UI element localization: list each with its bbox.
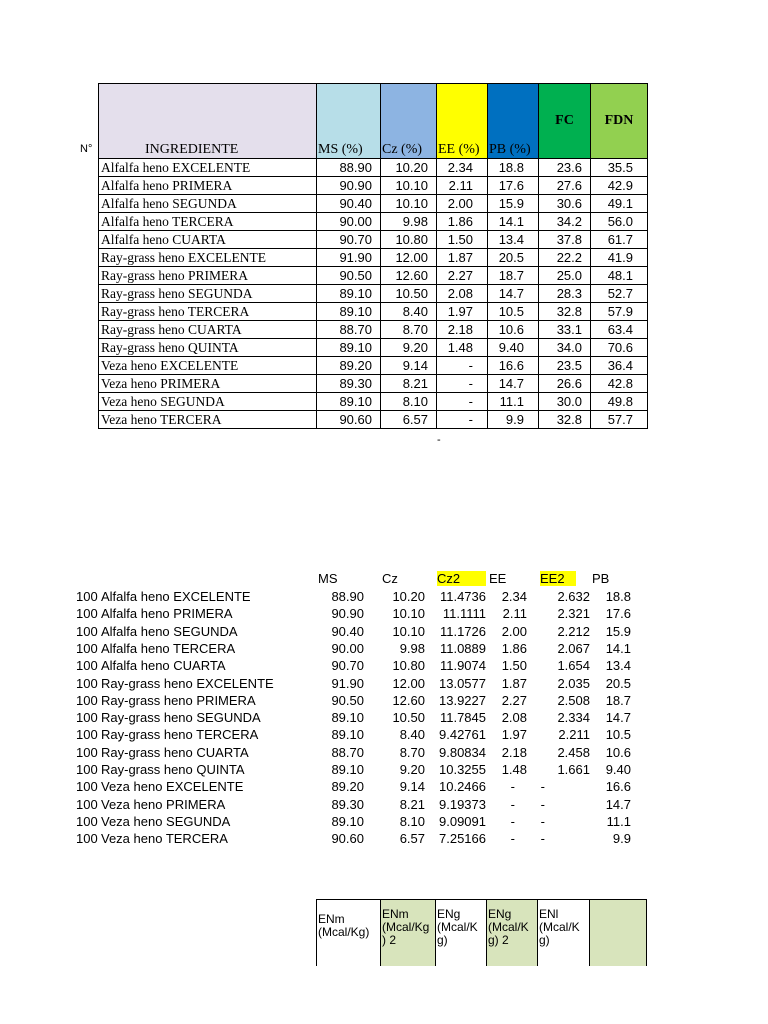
cell-cz: 6.57	[399, 831, 425, 847]
header-eng: ENg (Mcal/K g)	[436, 900, 487, 967]
cell-n: 100	[76, 710, 98, 726]
cell-ms: 90.60	[331, 831, 364, 847]
table-row	[99, 231, 648, 249]
cell-ingrediente: Ray-grass heno SEGUNDA	[99, 285, 317, 303]
cell-ee: -	[437, 393, 488, 411]
cell-n: 100	[76, 813, 98, 829]
cell-cz: 8.21	[381, 375, 437, 393]
cell-cz: 8.40	[399, 727, 425, 743]
table-row	[99, 321, 648, 339]
cell-cz: 10.10	[381, 195, 437, 213]
cell-cz: 9.98	[399, 640, 425, 656]
table-row	[0, 641, 768, 658]
cell-ingrediente: Ray-grass heno QUINTA	[99, 339, 317, 357]
cell-ingrediente: Ray-grass heno CUARTA	[99, 321, 317, 339]
cell-ee2: -	[540, 796, 545, 812]
cell-cz2: 9.09091	[439, 813, 486, 829]
table-row	[0, 762, 768, 779]
cell-fdn: 42.9	[591, 177, 648, 195]
cell-ee: 1.86	[437, 213, 488, 231]
header-ee: EE (%)	[437, 84, 488, 159]
cell-n: 100	[76, 623, 98, 639]
cell-ingrediente: Ray-grass heno EXCELENTE	[101, 675, 274, 691]
cell-ingrediente: Veza heno TERCERA	[99, 411, 317, 429]
cell-cz: 10.10	[392, 606, 425, 622]
cell-ingrediente: Ray-grass heno EXCELENTE	[99, 249, 317, 267]
cell-pb: 16.6	[488, 357, 539, 375]
cell-ee: -	[510, 813, 515, 829]
cell-fdn: 49.1	[591, 195, 648, 213]
cell-ms: 88.70	[331, 744, 364, 760]
cell-n: 100	[76, 606, 98, 622]
table-row	[99, 213, 648, 231]
cell-ee2: 2.321	[557, 606, 590, 622]
cell-ms: 88.90	[317, 159, 381, 177]
cell-pb: 18.7	[488, 267, 539, 285]
cell-ee: 1.87	[501, 675, 527, 691]
cell-cz: 10.50	[381, 285, 437, 303]
cell-cz2: 11.9074	[439, 658, 486, 674]
cell-fc: 32.8	[539, 303, 591, 321]
cell-cz2: 11.0889	[439, 640, 486, 656]
cell-ee: 1.50	[501, 658, 527, 674]
cell-n: 100	[76, 796, 98, 812]
cell-ms: 89.10	[317, 393, 381, 411]
table-row	[99, 357, 648, 375]
cell-n: 100	[76, 831, 98, 847]
header-ms: MS (%)	[317, 84, 381, 159]
cell-pb: 14.7	[488, 375, 539, 393]
cell-fc: 34.2	[539, 213, 591, 231]
cell-cz: 10.20	[381, 159, 437, 177]
cell-ee2: -	[540, 831, 545, 847]
cell-ingrediente: Ray-grass heno SEGUNDA	[101, 710, 261, 726]
cell-ee: 2.08	[437, 285, 488, 303]
cell-ms: 89.10	[331, 762, 364, 777]
cell-fdn: 63.4	[591, 321, 648, 339]
cell-pb: 14.7	[605, 796, 631, 812]
cell-cz: 12.60	[381, 267, 437, 285]
cell-fc: 27.6	[539, 177, 591, 195]
cell-pb: 13.4	[605, 658, 631, 674]
cell-n: 100	[76, 640, 98, 656]
cell-ms: 90.40	[317, 195, 381, 213]
table-row	[99, 267, 648, 285]
cell-pb: 16.6	[605, 779, 631, 795]
cell-ingrediente: Veza heno SEGUNDA	[99, 393, 317, 411]
cell-ingrediente: Alfalfa heno PRIMERA	[99, 177, 317, 195]
cell-fc: 26.6	[539, 375, 591, 393]
cell-ee: -	[437, 375, 488, 393]
table-row	[99, 285, 648, 303]
cell-ingrediente: Ray-grass heno PRIMERA	[99, 267, 317, 285]
cell-fdn: 57.9	[591, 303, 648, 321]
cell-cz2: 7.25166	[439, 831, 486, 847]
cell-ee2: 2.067	[557, 640, 590, 656]
cell-pb: 17.6	[605, 606, 631, 622]
cell-n: 100	[76, 779, 98, 795]
cell-ms: 90.70	[317, 231, 381, 249]
cell-fc: 37.8	[539, 231, 591, 249]
cell-ms: 89.10	[331, 813, 364, 829]
cell-ms: 89.10	[317, 285, 381, 303]
cell-pb: 9.40	[605, 762, 631, 777]
cell-pb: 15.9	[488, 195, 539, 213]
cell-ee: -	[437, 411, 488, 429]
cell-fdn: 49.8	[591, 393, 648, 411]
cell-cz: 10.80	[381, 231, 437, 249]
cell-ee2: 2.211	[558, 727, 590, 743]
cell-cz2: 10.3255	[439, 762, 486, 777]
cell-ee: 1.50	[437, 231, 488, 249]
cell-n: 100	[76, 589, 98, 604]
cell-pb: 10.6	[488, 321, 539, 339]
table-row	[0, 676, 768, 693]
cell-ms: 89.10	[331, 710, 364, 726]
cell-pb: 14.1	[605, 640, 631, 656]
cell-ingrediente: Alfalfa heno PRIMERA	[101, 606, 233, 622]
cell-cz2: 9.19373	[439, 796, 486, 812]
cell-cz: 12.60	[392, 692, 425, 708]
cell-cz2: 13.0577	[439, 675, 486, 691]
cell-ee2: 2.458	[557, 744, 590, 760]
cell-cz: 12.00	[392, 675, 425, 691]
cell-pb: 10.6	[605, 744, 631, 760]
computed-values-table	[0, 571, 768, 851]
cell-cz: 9.14	[381, 357, 437, 375]
cell-fc: 33.1	[539, 321, 591, 339]
header-enl: ENl (Mcal/K g)	[538, 900, 590, 967]
cell-ms: 89.30	[331, 796, 364, 812]
header-pb: PB	[592, 571, 610, 586]
cell-n: 100	[76, 658, 98, 674]
cell-fdn: 56.0	[591, 213, 648, 231]
header-ee2: EE2	[540, 571, 576, 586]
cell-ingrediente: Alfalfa heno CUARTA	[101, 658, 226, 674]
cell-pb: 11.1	[488, 393, 539, 411]
cell-cz: 10.80	[392, 658, 425, 674]
cell-ms: 88.70	[317, 321, 381, 339]
cell-ee: 1.86	[501, 640, 527, 656]
cell-ee: 2.34	[501, 589, 527, 604]
cell-pb: 14.7	[605, 710, 631, 726]
header-ee: EE	[489, 571, 507, 586]
cell-ingrediente: Alfalfa heno CUARTA	[99, 231, 317, 249]
cell-pb: 18.8	[605, 589, 631, 604]
energy-header-table	[316, 899, 647, 966]
cell-pb: 13.4	[488, 231, 539, 249]
table-row	[0, 797, 768, 814]
table-row	[99, 159, 648, 177]
cell-fdn: 42.8	[591, 375, 648, 393]
cell-ingrediente: Veza heno EXCELENTE	[101, 779, 244, 795]
cell-n: 100	[76, 727, 98, 743]
cell-ee: 1.48	[501, 762, 527, 777]
header-eng-2: ENg (Mcal/K g) 2	[487, 900, 538, 967]
cell-ingrediente: Alfalfa heno SEGUNDA	[99, 195, 317, 213]
table-row	[0, 624, 768, 641]
cell-pb: 15.9	[605, 623, 631, 639]
cell-cz: 10.10	[381, 177, 437, 195]
cell-ee: 2.27	[501, 692, 527, 708]
cell-ee2: -	[540, 813, 545, 829]
header-cz2: Cz2	[437, 571, 486, 586]
cell-cz: 8.70	[381, 321, 437, 339]
cell-ee: -	[510, 796, 515, 812]
cell-ee: 2.18	[501, 744, 527, 760]
table-row	[99, 375, 648, 393]
cell-cz2: 11.4736	[439, 589, 486, 604]
cell-ingrediente: Ray-grass heno QUINTA	[101, 762, 245, 777]
cell-fc: 28.3	[539, 285, 591, 303]
table-row	[0, 779, 768, 796]
cell-fc: 22.2	[539, 249, 591, 267]
cell-cz: 8.40	[381, 303, 437, 321]
cell-ingrediente: Veza heno EXCELENTE	[99, 357, 317, 375]
cell-ms: 90.90	[331, 606, 364, 622]
cell-cz2: 11.1111	[442, 606, 486, 622]
cell-pb: 18.7	[605, 692, 631, 708]
cell-cz: 10.10	[392, 623, 425, 639]
cell-cz: 9.14	[399, 779, 425, 795]
cell-fc: 23.5	[539, 357, 591, 375]
cell-ee: 1.87	[437, 249, 488, 267]
cell-fdn: 48.1	[591, 267, 648, 285]
cell-pb: 20.5	[488, 249, 539, 267]
cell-cz2: 9.42761	[439, 727, 486, 743]
cell-cz: 8.10	[381, 393, 437, 411]
table-row	[99, 339, 648, 357]
cell-ee: 1.97	[501, 727, 527, 743]
cell-ee: -	[510, 779, 515, 795]
table-row	[0, 589, 768, 606]
cell-ms: 89.10	[317, 303, 381, 321]
cell-n: 100	[76, 692, 98, 708]
cell-ingrediente: Alfalfa heno SEGUNDA	[101, 623, 238, 639]
cell-fdn: 61.7	[591, 231, 648, 249]
cell-cz: 8.70	[399, 744, 425, 760]
cell-ms: 90.00	[317, 213, 381, 231]
cell-ms: 90.60	[317, 411, 381, 429]
table-row	[0, 727, 768, 744]
cell-ms: 90.90	[317, 177, 381, 195]
cell-ms: 90.50	[317, 267, 381, 285]
cell-fc: 25.0	[539, 267, 591, 285]
cell-cz: 8.10	[399, 813, 425, 829]
cell-fdn: 57.7	[591, 411, 648, 429]
header-blank	[590, 900, 647, 967]
cell-ms: 88.90	[331, 589, 364, 604]
cell-cz2: 9.80834	[439, 744, 486, 760]
table-row	[0, 814, 768, 831]
cell-ee: -	[510, 831, 515, 847]
table-row	[0, 693, 768, 710]
cell-pb: 10.5	[605, 727, 631, 743]
cell-fdn: 36.4	[591, 357, 648, 375]
table-row	[99, 411, 648, 429]
cell-n: 100	[76, 762, 98, 777]
cell-pb: 9.40	[488, 339, 539, 357]
cell-ingrediente: Ray-grass heno TERCERA	[101, 727, 259, 743]
table-row	[99, 393, 648, 411]
cell-ee: 2.08	[501, 710, 527, 726]
cell-ee: 2.18	[437, 321, 488, 339]
cell-ms: 89.20	[331, 779, 364, 795]
cell-ms: 89.10	[317, 339, 381, 357]
cell-ingrediente: Veza heno TERCERA	[101, 831, 228, 847]
cell-cz: 10.20	[392, 589, 425, 604]
cell-ee: 2.27	[437, 267, 488, 285]
header-enm-2: ENm (Mcal/Kg ) 2	[381, 900, 436, 967]
cell-pb: 14.1	[488, 213, 539, 231]
cell-pb: 20.5	[605, 675, 631, 691]
header-cz: Cz (%)	[381, 84, 437, 159]
cell-pb: 9.9	[612, 831, 631, 847]
cell-pb: 10.5	[488, 303, 539, 321]
table-row	[99, 249, 648, 267]
cell-cz2: 11.1726	[439, 623, 486, 639]
cell-ms: 89.20	[317, 357, 381, 375]
table-row	[0, 831, 768, 848]
table-row	[0, 710, 768, 727]
table-row	[0, 606, 768, 623]
cell-fdn: 70.6	[591, 339, 648, 357]
ingredient-composition-table	[98, 83, 648, 429]
cell-ingrediente: Veza heno PRIMERA	[101, 796, 226, 812]
cell-fc: 34.0	[539, 339, 591, 357]
cell-fdn: 52.7	[591, 285, 648, 303]
cell-ingrediente: Alfalfa heno EXCELENTE	[99, 159, 317, 177]
cell-ms: 90.00	[331, 640, 364, 656]
cell-ingrediente: Ray-grass heno TERCERA	[99, 303, 317, 321]
table-row	[0, 745, 768, 762]
cell-ee: 1.97	[437, 303, 488, 321]
cell-pb: 11.1	[606, 813, 631, 829]
cell-cz: 12.00	[381, 249, 437, 267]
cell-pb: 17.6	[488, 177, 539, 195]
cell-cz: 9.20	[381, 339, 437, 357]
cell-ingrediente: Alfalfa heno TERCERA	[101, 640, 236, 656]
cell-cz: 8.21	[399, 796, 425, 812]
cell-fdn: 41.9	[591, 249, 648, 267]
cell-ee: 2.00	[437, 195, 488, 213]
header-ingrediente: INGREDIENTE	[99, 84, 317, 159]
cell-ms: 90.40	[331, 623, 364, 639]
cell-ingrediente: Veza heno SEGUNDA	[101, 813, 231, 829]
cell-ee: 2.00	[501, 623, 527, 639]
cell-ingrediente: Ray-grass heno PRIMERA	[101, 692, 256, 708]
header-cz: Cz	[382, 571, 398, 586]
table-row	[99, 303, 648, 321]
header-fc: FC	[539, 84, 591, 159]
cell-ee2: -	[540, 779, 545, 795]
cell-cz: 6.57	[381, 411, 437, 429]
cell-cz: 9.98	[381, 213, 437, 231]
cell-ee: 2.11	[437, 177, 488, 195]
cell-cz2: 10.2466	[439, 779, 486, 795]
table-row	[0, 658, 768, 675]
cell-ee2: 2.334	[557, 710, 590, 726]
cell-n: 100	[76, 675, 98, 691]
cell-cz: 9.20	[399, 762, 425, 777]
cell-cz: 10.50	[392, 710, 425, 726]
cell-ingrediente: Ray-grass heno CUARTA	[101, 744, 249, 760]
cell-ms: 91.90	[317, 249, 381, 267]
header-ms: MS	[318, 571, 338, 586]
cell-ee: -	[437, 357, 488, 375]
cell-fc: 23.6	[539, 159, 591, 177]
cell-ingrediente: Alfalfa heno TERCERA	[99, 213, 317, 231]
cell-fc: 30.6	[539, 195, 591, 213]
table-header-row	[99, 84, 648, 159]
cell-ee2: 2.212	[557, 623, 590, 639]
cell-ee: 1.48	[437, 339, 488, 357]
cell-ee2: 2.035	[557, 675, 590, 691]
header-enm: ENm (Mcal/Kg)	[317, 900, 381, 967]
cell-ee2: 2.632	[557, 589, 590, 604]
cell-pb: 9.9	[488, 411, 539, 429]
cell-ee2: 1.654	[557, 658, 590, 674]
cell-ms: 91.90	[331, 675, 364, 691]
header-fdn: FDN	[591, 84, 648, 159]
cell-ee: 2.34	[437, 159, 488, 177]
cell-pb: 18.8	[488, 159, 539, 177]
table-row	[99, 177, 648, 195]
cell-ee2: 1.661	[557, 762, 590, 777]
cell-ingrediente: Alfalfa heno EXCELENTE	[101, 589, 251, 604]
cell-ingrediente: Veza heno PRIMERA	[99, 375, 317, 393]
cell-n: 100	[76, 744, 98, 760]
cell-fc: 32.8	[539, 411, 591, 429]
cell-ms: 89.10	[331, 727, 364, 743]
table-row	[99, 195, 648, 213]
trailing-dash: -	[437, 434, 441, 446]
n-label: N°	[80, 143, 93, 155]
cell-ms: 89.30	[317, 375, 381, 393]
cell-ms: 90.70	[331, 658, 364, 674]
cell-cz2: 13.9227	[439, 692, 486, 708]
cell-cz2: 11.7845	[439, 710, 486, 726]
header-pb: PB (%)	[488, 84, 539, 159]
cell-fdn: 35.5	[591, 159, 648, 177]
cell-ee2: 2.508	[557, 692, 590, 708]
cell-ee: 2.11	[502, 606, 527, 622]
cell-ms: 90.50	[331, 692, 364, 708]
cell-pb: 14.7	[488, 285, 539, 303]
cell-fc: 30.0	[539, 393, 591, 411]
